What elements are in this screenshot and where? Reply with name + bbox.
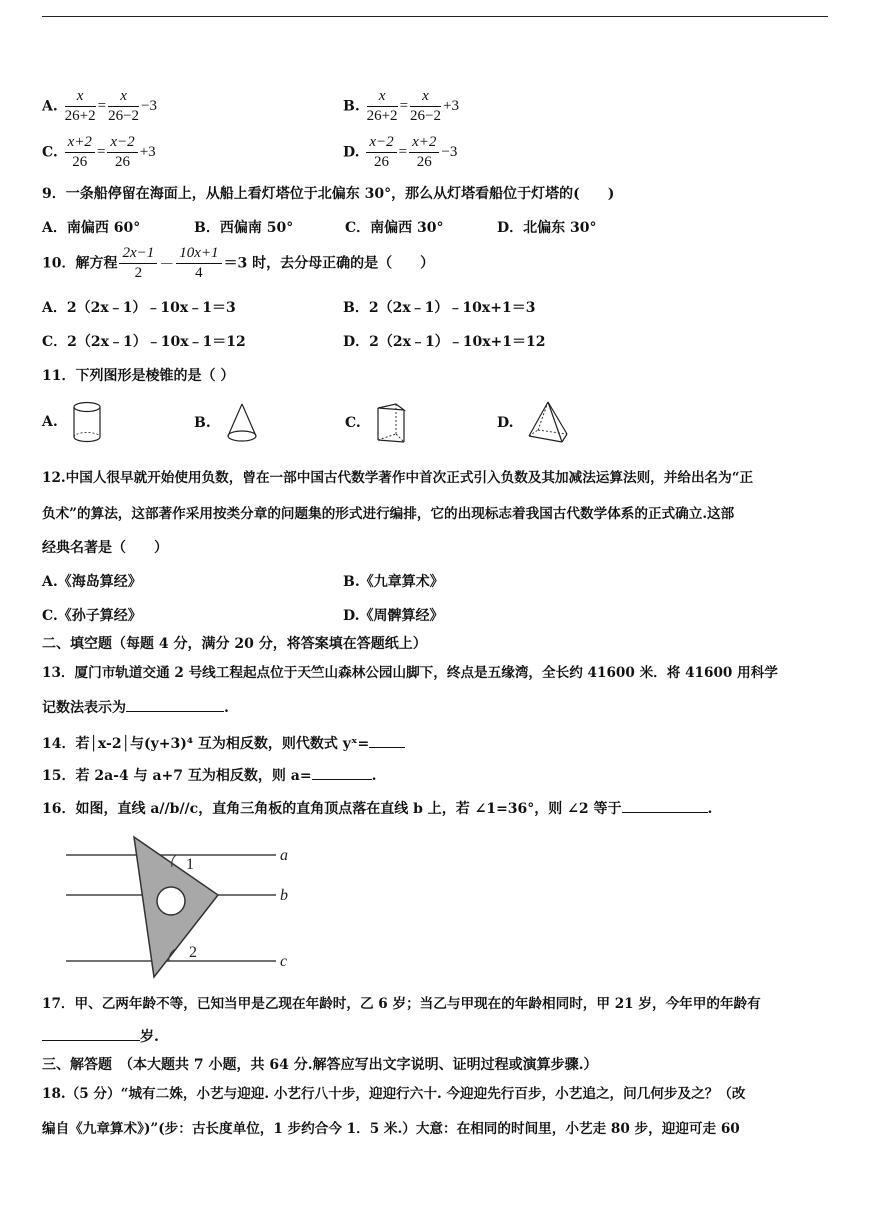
- header-rule: [42, 16, 828, 17]
- q11-option-c: C.: [345, 400, 408, 446]
- q11-option-b: B.: [194, 402, 260, 444]
- fraction: $\frac{2x-1}{2}$: [119, 245, 157, 282]
- line-label-b: b: [280, 887, 288, 904]
- fraction: $\frac{x}{26-2}$: [108, 88, 140, 124]
- ruler-hole: [157, 887, 185, 915]
- q10-option-d: D．2（2x﹣1）﹣10x+1＝12: [343, 334, 546, 350]
- q18-stem-line2: 编自《九章算术》)”(步：古长度单位，1 步约合今 1．5 米.）大意：在相同的时间里，小艺走 80 步，迎迎可走 60: [42, 1121, 740, 1137]
- q15-stem: 15．若 2a-4 与 a+7 互为相反数，则 a= .: [42, 765, 376, 785]
- q8-option-b: B. $\frac{x}{26+2}$ = $\frac{x}{26-2}$ +3: [343, 88, 459, 124]
- q17-stem-line2: 岁.: [42, 1026, 159, 1046]
- parallel-lines-triangle-figure: [58, 833, 308, 981]
- q10-stem: 10．解方程 $\frac{2x-1}{2}$ － $\frac{10x+1}{4}$ ＝3 时，去分母正确的是（ ）: [42, 245, 435, 281]
- q9-option-c: C．南偏西 30°: [345, 220, 444, 236]
- q10-option-b: B．2（2x﹣1）﹣10x+1＝3: [343, 300, 536, 316]
- q10-option-c: C．2（2x﹣1）﹣10x﹣1＝12: [42, 334, 246, 350]
- q12-option-d: D.《周髀算经》: [343, 608, 444, 624]
- q17-stem-line1: 17．甲、乙两年龄不等，已知当甲是乙现在年龄时，乙 6 岁；当乙与甲现在的年龄相同时，甲 21 岁，今年甲的年龄有: [42, 996, 761, 1012]
- fraction: $\frac{x}{26-2}$: [410, 88, 441, 124]
- q12-option-b: B.《九章算术》: [343, 574, 444, 590]
- angle-label-2: 2: [189, 944, 197, 961]
- answer-blank[interactable]: [622, 798, 708, 813]
- option-letter: B.: [343, 98, 360, 115]
- option-letter: C.: [42, 144, 58, 161]
- q8-option-c: C. $\frac{x+2}{26}$ = $\frac{x-2}{26}$ +3: [42, 134, 156, 170]
- q8-option-d: D. $\frac{x-2}{26}$ = $\frac{x+2}{26}$ −3: [343, 134, 458, 170]
- q16-stem: 16．如图，直线 a//b//c，直角三角板的直角顶点落在直线 b 上，若 ∠1=36°，则 ∠2 等于 .: [42, 798, 712, 818]
- fraction: $\frac{x+2}{26}$: [65, 134, 95, 171]
- answer-blank[interactable]: [369, 733, 405, 748]
- triangular-prism-icon: [374, 400, 408, 446]
- angle-label-1: 1: [186, 856, 194, 873]
- pyramid-icon: [526, 400, 570, 446]
- line-label-a: a: [280, 847, 288, 864]
- cone-icon: [224, 402, 260, 444]
- q11-stem: 11．下列图形是棱锥的是（ ）: [42, 368, 235, 384]
- answer-blank[interactable]: [312, 765, 372, 780]
- fraction: $\frac{x+2}{26}$: [409, 134, 439, 171]
- option-letter: A.: [42, 98, 58, 115]
- q13-stem-line1: 13．厦门市轨道交通 2 号线工程起点位于天竺山森林公园山脚下，终点是五缘湾，全长约 41600 米．将 41600 用科学: [42, 665, 778, 681]
- fraction: $\frac{x-2}{26}$: [107, 134, 137, 171]
- fraction: $\frac{10x+1}{4}$: [176, 245, 221, 282]
- q11-option-d: D.: [497, 400, 570, 446]
- fraction: $\frac{x}{26+2}$: [366, 88, 398, 124]
- q12-stem-line3: 经典名著是（ ）: [42, 540, 168, 556]
- q11-option-a: A.: [42, 400, 103, 444]
- option-letter: D.: [343, 144, 360, 161]
- q12-option-c: C.《孙子算经》: [42, 608, 142, 624]
- q12-stem-line2: 负术”的算法，这部著作采用按类分章的问题集的形式进行编排，它的出现标志着我国古代数学体系的正式确立.这部: [42, 506, 735, 522]
- q18-stem-line1: 18.（5 分）“城有二姝，小艺与迎迎. 小艺行八十步，迎迎行六十. 今迎迎先行百步，小艺追之，问几何步及之？（改: [42, 1086, 746, 1102]
- q9-option-d: D．北偏东 30°: [497, 220, 597, 236]
- cylinder-icon: [71, 400, 103, 444]
- line-label-c: c: [280, 953, 288, 970]
- q9-option-b: B．西偏南 50°: [194, 220, 294, 236]
- q9-option-a: A．南偏西 60°: [42, 220, 141, 236]
- q12-stem-line1: 12.中国人很早就开始使用负数，曾在一部中国古代数学著作中首次正式引入负数及其加减法运算法则，并给出名为“正: [42, 470, 754, 486]
- fraction: $\frac{x}{26+2}$: [64, 88, 96, 124]
- section-heading-fill-in: 二、填空题（每题 4 分，满分 20 分，将答案填在答题纸上）: [42, 636, 427, 652]
- section-heading-solutions: 三、解答题 （本大题共 7 小题，共 64 分.解答应写出文字说明、证明过程或演算步骤.）: [42, 1057, 598, 1073]
- q9-stem: 9．一条船停留在海面上，从船上看灯塔位于北偏东 30°，那么从灯塔看船位于灯塔的( ): [42, 186, 615, 202]
- answer-blank[interactable]: [42, 1026, 140, 1041]
- q10-option-a: A．2（2x﹣1）﹣10x﹣1＝3: [42, 300, 236, 316]
- fraction: $\frac{x-2}{26}$: [366, 134, 396, 171]
- q12-option-a: A.《海岛算经》: [42, 574, 142, 590]
- answer-blank[interactable]: [126, 697, 224, 712]
- q13-stem-line2: 记数法表示为 .: [42, 697, 229, 717]
- q14-stem: 14．若│x-2│与(y+3)⁴ 互为相反数，则代数式 yˣ=: [42, 733, 405, 753]
- q8-option-a: A. $\frac{x}{26+2}$ = $\frac{x}{26-2}$ −3: [42, 88, 157, 124]
